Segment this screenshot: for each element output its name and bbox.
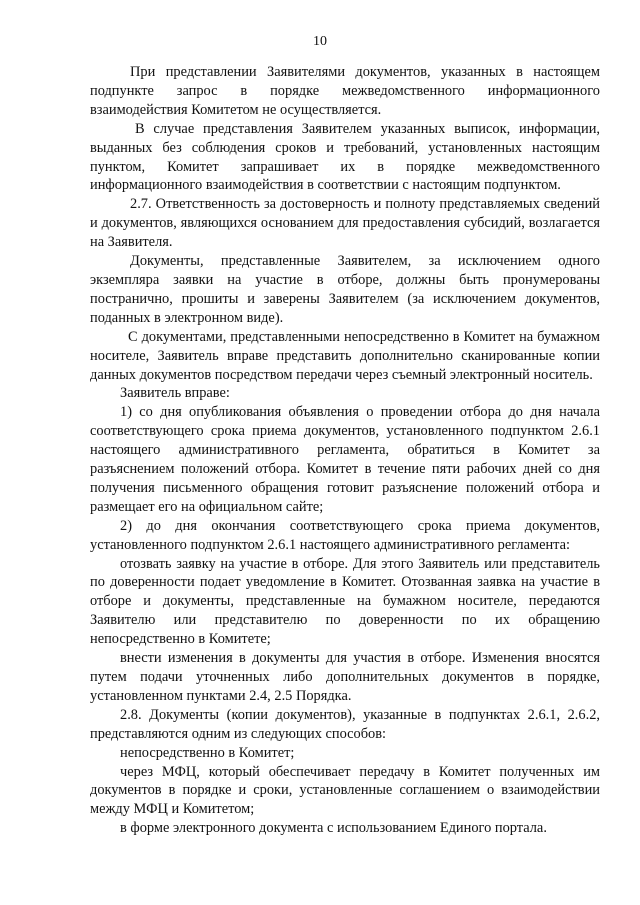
document-body [90, 63, 600, 838]
paragraph: непосредственно в Комитет; [120, 744, 295, 761]
paragraph: 2.8. Документы (копии документов), указанные в подпунктах 2.6.1, 2.6.2, представляются одним из следующих способов: [90, 706, 600, 742]
paragraph: 2.7. Ответственность за достоверность и полноту представляемых сведений и документов, являющихся основанием для предоставления субсидий, возлагается на Заявителя. [90, 196, 600, 251]
paragraph: При представлении Заявителями документов, указанных в настоящем подпункте запрос в порядке межведомственного информационного взаимодействия Комитетом не осуществляется. [90, 64, 600, 118]
page-number: 10 [313, 34, 327, 49]
paragraph: внести изменения в документы для участия в отборе. Изменения вносятся путем подачи уточненных либо дополнительных документов в порядке, установленном пунктами 2.4, 2.5 Порядка. [90, 650, 600, 704]
paragraph: В случае представления Заявителем указанных выписок, информации, выданных без соблюдения сроков и требований, установленных настоящим пунктом, Комитет запрашивает их в порядке межведомственного информационного взаимодействия в соответствии с настоящим подпунктом. [90, 120, 600, 194]
paragraph: 2) до дня окончания соответствующего срока приема документов, установленного подпунктом 2.6.1 настоящего административного регламента: [90, 517, 600, 553]
paragraph: С документами, представленными непосредственно в Комитет на бумажном носителе, Заявитель вправе представить дополнительно сканированные копии данных документов посредством передачи через съемный электронный носитель. [90, 328, 600, 383]
paragraph: Документы, представленные Заявителем, за исключением одного экземпляра заявки на участие в отборе, должны быть пронумерованы постранично, прошиты и заверены Заявителем (за исключением документов, поданных в электронном виде). [90, 253, 600, 326]
paragraph: 1) со дня опубликования объявления о проведении отбора до дня начала соответствующего срока приема документов, установленного подпунктом 2.6.1 настоящего административного регламента, обратиться в Комитет за разъяснением положений отбора. Комитет в течение пяти рабочих дней со дня получения письменного обращения готовит разъяснение положений отбора и размещает его на официальном сайте; [90, 404, 600, 515]
paragraph: отозвать заявку на участие в отборе. Для этого Заявитель или представитель по доверенности подает уведомление в Комитет. Отозванная заявка на участие в отборе и документы, представленные на бумажном носителе, передаются Заявителю или представителю по доверенности по их обращению непосредственно в Комитете; [90, 555, 600, 648]
paragraph: Заявитель вправе: [120, 385, 230, 402]
paragraph: через МФЦ, который обеспечивает передачу в Комитет полученных им документов в порядке и сроки, установленные соглашением о взаимодействии между МФЦ и Комитетом; [90, 763, 600, 818]
paragraph: в форме электронного документа с использованием Единого портала. [120, 820, 547, 837]
